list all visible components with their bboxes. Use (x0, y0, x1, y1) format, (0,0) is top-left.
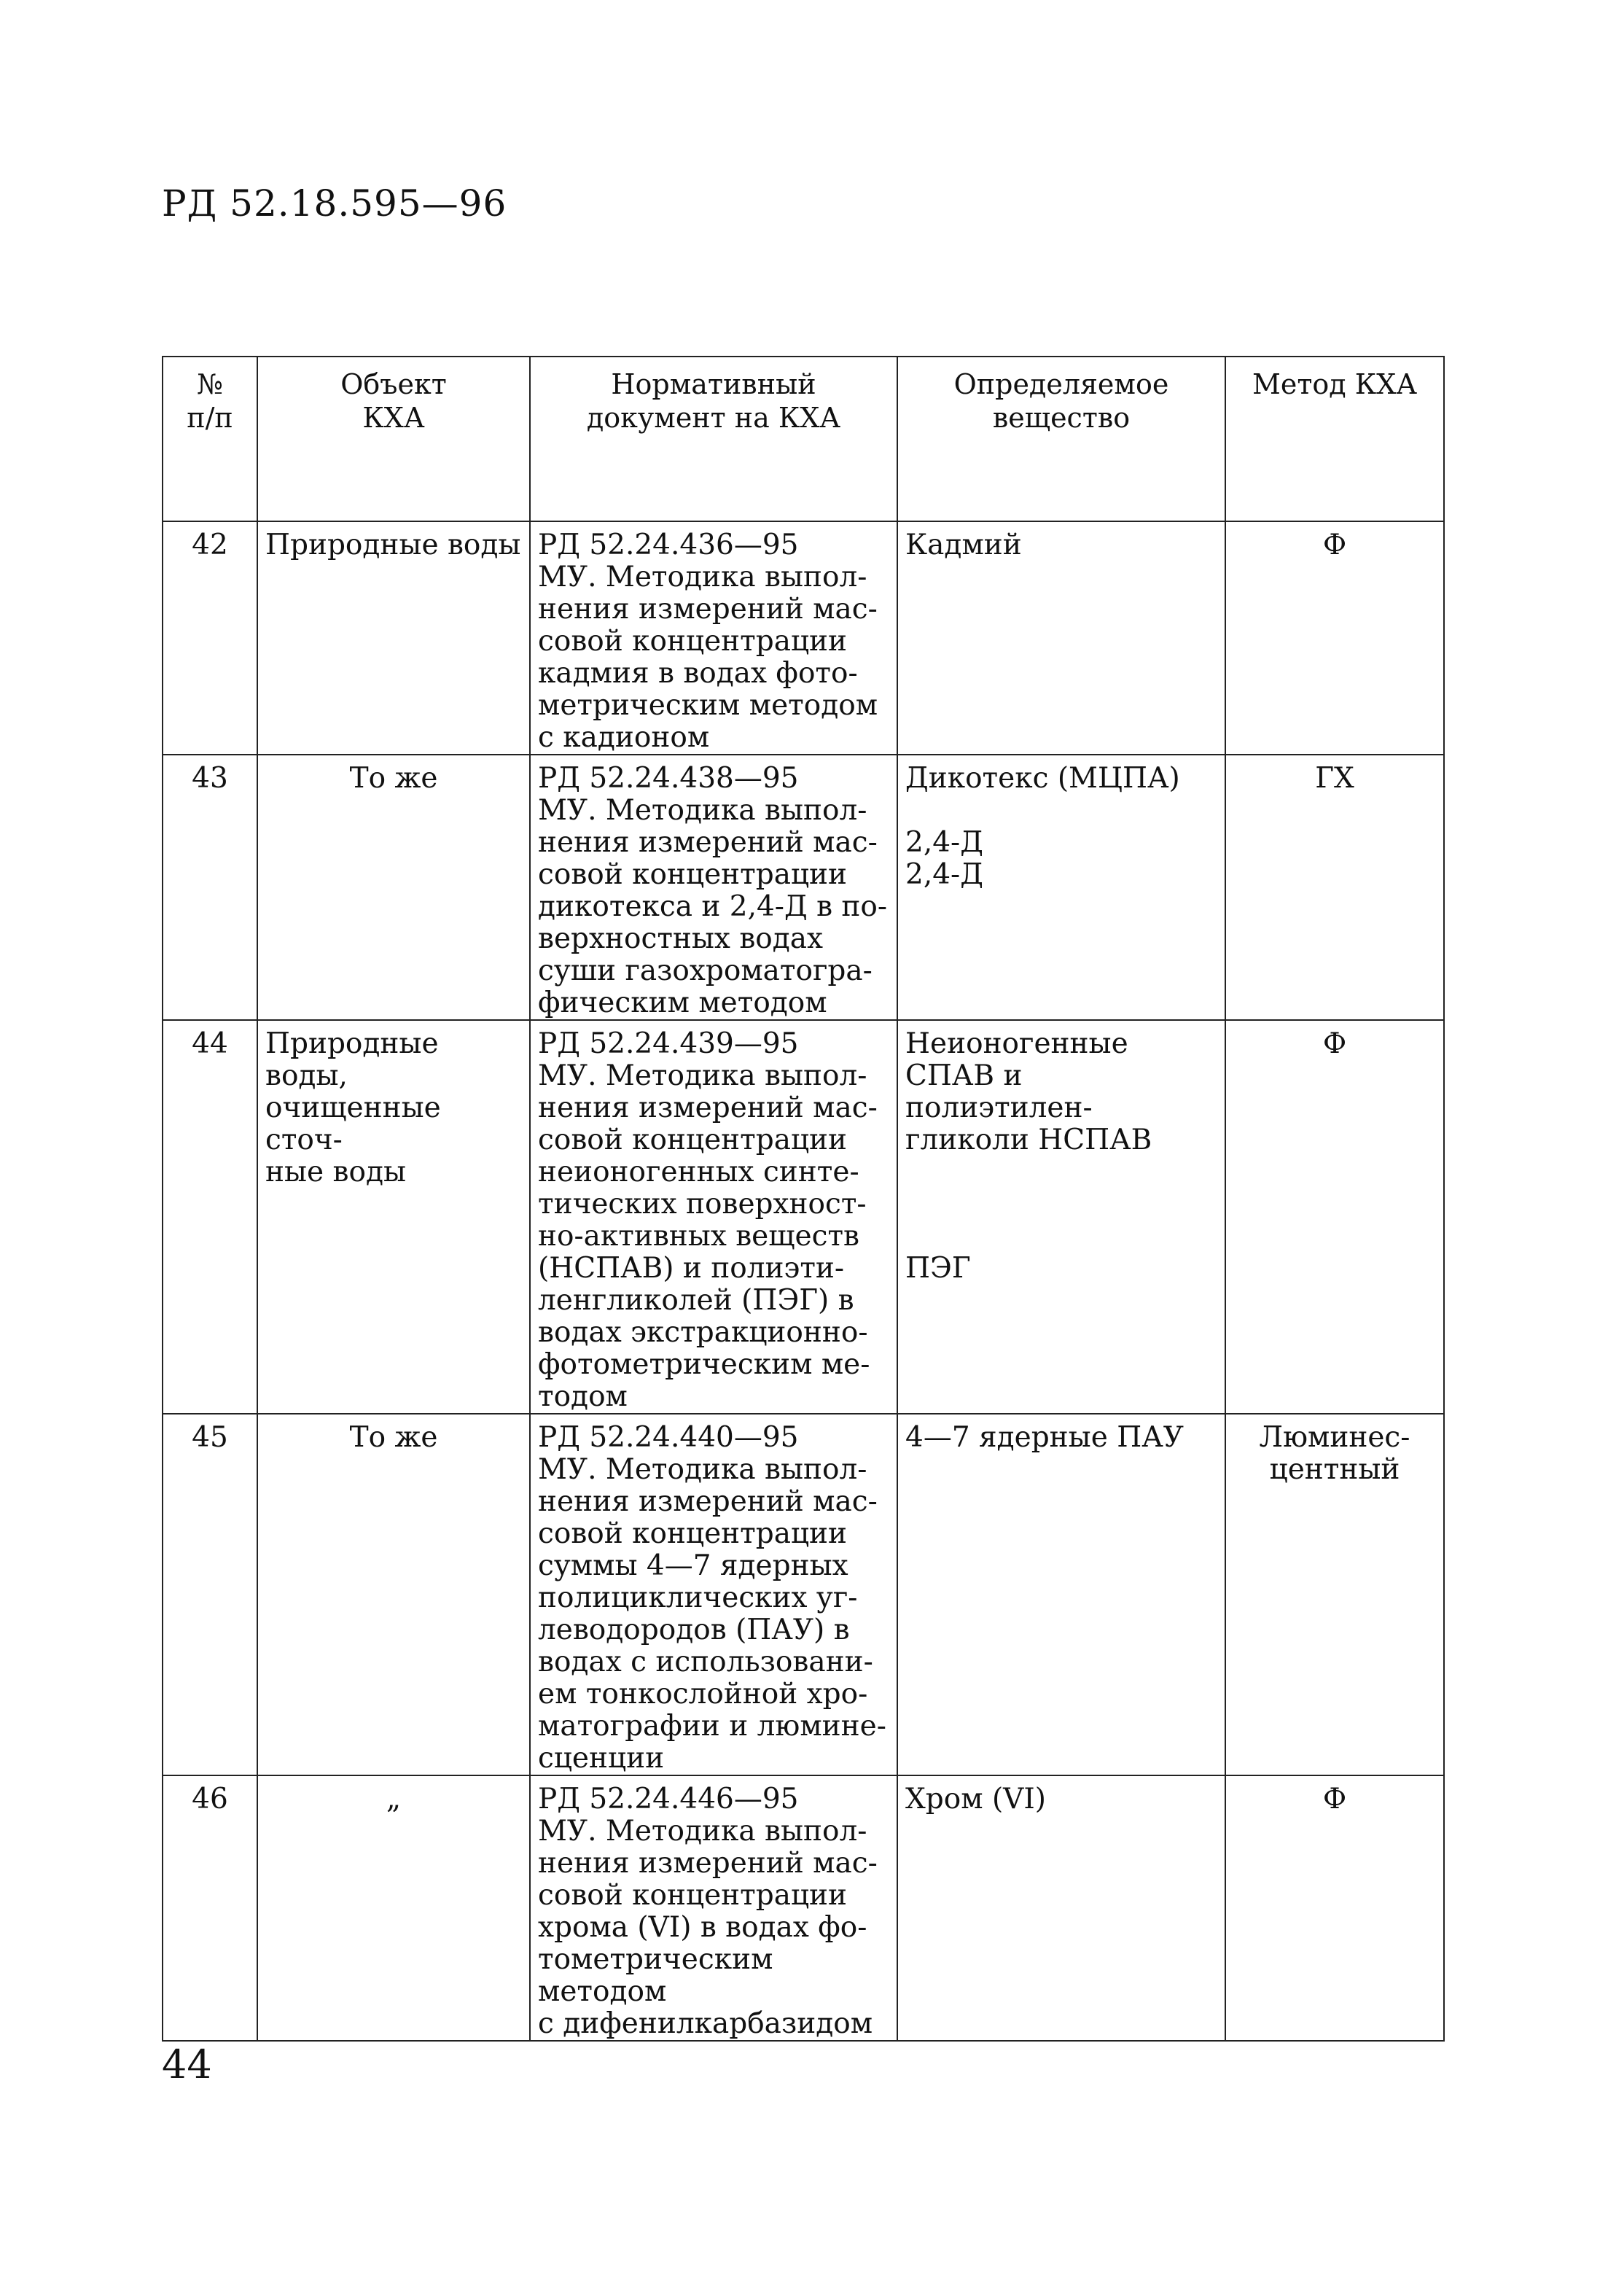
row-document: РД 52.24.440—95 МУ. Методика выпол- нения измерений мас- совой концентрации суммы 4—7 ядерных полициклических уг- леводородов (ПАУ) в водах с использовани- ем тонкослойной хро- матографии и люмине- сценции (530, 1414, 897, 1775)
column-header-number: № п/п (163, 357, 257, 521)
row-method: Ф (1225, 521, 1444, 755)
table-header-row (163, 357, 1444, 521)
row-number: 43 (163, 755, 257, 1020)
table-row (163, 1020, 1444, 1414)
row-method: Ф (1225, 1020, 1444, 1414)
row-substance: 4—7 ядерные ПАУ (897, 1414, 1225, 1775)
row-number: 46 (163, 1775, 257, 2041)
row-object: Природные воды, очищенные сточ- ные воды (257, 1020, 530, 1414)
row-object: „ (257, 1775, 530, 2041)
row-document: РД 52.24.438—95 МУ. Методика выпол- нения измерений мас- совой концентрации дикотекса и 2,4-Д в по- верхностных водах суши газохроматогра- фическим методом (530, 755, 897, 1020)
row-object: Природные воды (257, 521, 530, 755)
row-number: 45 (163, 1414, 257, 1775)
row-document: РД 52.24.439—95 МУ. Методика выпол- нения измерений мас- совой концентрации неионогенных синте- тических поверхност- но-активных веществ (НСПАВ) и полиэти- ленгликолей (ПЭГ) в водах экстракционно- фотометрическим ме- тодом (530, 1020, 897, 1414)
document-code: РД 52.18.595—96 (162, 182, 507, 225)
row-substance: Дикотекс (МЦПА) 2,4-Д 2,4-Д (897, 755, 1225, 1020)
row-object: То же (257, 755, 530, 1020)
table-row (163, 521, 1444, 755)
row-document: РД 52.24.436—95 МУ. Методика выпол- нения измерений мас- совой концентрации кадмия в водах фото- метрическим методом с кадионом (530, 521, 897, 755)
row-method: Люминес- центный (1225, 1414, 1444, 1775)
kha-methods-table (162, 356, 1445, 2042)
column-header-object: Объект КХА (257, 357, 530, 521)
row-object: То же (257, 1414, 530, 1775)
column-header-method: Метод КХА (1225, 357, 1444, 521)
row-substance: Неионогенные СПАВ и полиэтилен- гликоли НСПАВ ПЭГ (897, 1020, 1225, 1414)
table-row (163, 755, 1444, 1020)
row-method: ГХ (1225, 755, 1444, 1020)
row-number: 44 (163, 1020, 257, 1414)
page-number: 44 (162, 2042, 212, 2087)
row-document: РД 52.24.446—95 МУ. Методика выпол- нения измерений мас- совой концентрации хрома (VI) в водах фо- тометрическим методом с дифенилкарбазидом (530, 1775, 897, 2041)
table-row (163, 1414, 1444, 1775)
row-substance: Кадмий (897, 521, 1225, 755)
column-header-substance: Определяемое вещество (897, 357, 1225, 521)
table-row (163, 1775, 1444, 2041)
column-header-document: Нормативный документ на КХА (530, 357, 897, 521)
row-substance: Хром (VI) (897, 1775, 1225, 2041)
row-method: Ф (1225, 1775, 1444, 2041)
row-number: 42 (163, 521, 257, 755)
